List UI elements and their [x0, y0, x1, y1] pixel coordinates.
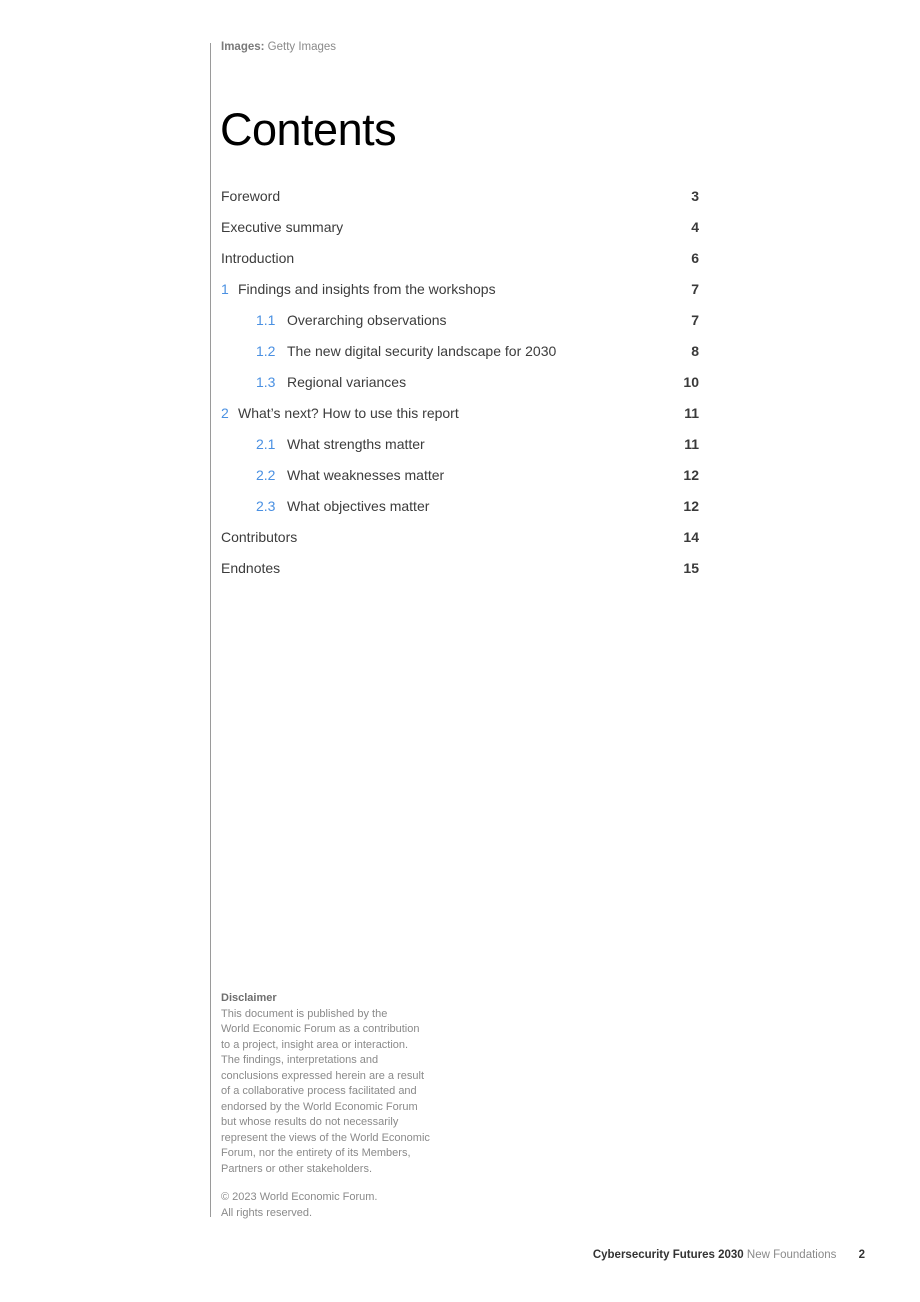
toc-entry-page: 4	[691, 218, 699, 235]
toc-entry-page: 11	[684, 435, 699, 452]
disclaimer-line: This document is published by the	[221, 1007, 388, 1020]
toc-entry[interactable]	[221, 490, 699, 521]
toc-entry[interactable]	[221, 552, 699, 583]
toc-entry-page: 15	[683, 559, 699, 576]
toc-entry-title: Foreword	[221, 187, 281, 204]
toc-entry-title: Regional variances	[287, 373, 407, 390]
disclaimer-line: Partners or other stakeholders.	[221, 1162, 373, 1175]
page-footer	[593, 1249, 865, 1261]
disclaimer-line: represent the views of the World Economic	[221, 1131, 430, 1144]
toc-entry-page: 7	[691, 280, 699, 297]
toc-entry-number: 1	[221, 280, 229, 297]
table-of-contents	[221, 180, 699, 583]
toc-entry[interactable]	[221, 273, 699, 304]
toc-entry-number: 1.3	[256, 373, 276, 390]
toc-entry-title: What strengths matter	[287, 435, 425, 452]
disclaimer-heading: Disclaimer	[221, 992, 277, 1004]
disclaimer-line: of a collaborative process facilitated and	[221, 1085, 417, 1097]
copyright-notice	[221, 1190, 451, 1221]
image-credit-value: Getty Images	[267, 41, 337, 53]
toc-entry-title: What’s next? How to use this report	[238, 404, 459, 421]
disclaimer-line: The findings, interpretations and	[221, 1054, 379, 1066]
toc-entry-page: 12	[683, 466, 699, 483]
toc-entry[interactable]	[221, 335, 699, 366]
toc-entry-page: 14	[683, 528, 699, 545]
toc-entry-number: 2	[221, 404, 229, 421]
copyright-line: © 2023 World Economic Forum.	[221, 1191, 378, 1203]
toc-entry-page: 7	[691, 311, 699, 328]
toc-entry[interactable]	[221, 304, 699, 335]
toc-entry-title: Introduction	[221, 249, 295, 266]
disclaimer-line: Forum, nor the entirety of its Members,	[221, 1147, 411, 1159]
toc-entry-page: 10	[683, 373, 699, 390]
toc-entry-title: What weaknesses matter	[287, 466, 445, 483]
page-title: Contents	[220, 104, 397, 155]
toc-entry-page: 6	[691, 249, 699, 266]
toc-entry[interactable]	[221, 428, 699, 459]
toc-entry[interactable]	[221, 180, 699, 211]
footer-report-title: Cybersecurity Futures 2030	[592, 1249, 744, 1261]
footer-page-number: 2	[858, 1249, 865, 1261]
image-credit-label: Images:	[221, 41, 265, 53]
toc-entry-title: Contributors	[221, 528, 298, 545]
toc-entry[interactable]	[221, 521, 699, 552]
toc-entry-title: What objectives matter	[287, 497, 430, 514]
toc-entry-page: 3	[691, 187, 699, 204]
toc-entry-page: 12	[683, 497, 699, 514]
toc-entry[interactable]	[221, 211, 699, 242]
copyright-line: All rights reserved.	[221, 1206, 313, 1219]
toc-entry[interactable]	[221, 242, 699, 273]
disclaimer-line: to a project, insight area or interaction.	[221, 1038, 409, 1051]
toc-entry-number: 2.3	[256, 497, 276, 514]
toc-entry-number: 1.2	[256, 342, 276, 359]
footer-report-subtitle: New Foundations	[746, 1249, 837, 1261]
disclaimer	[221, 991, 451, 1177]
toc-entry[interactable]	[221, 366, 699, 397]
toc-entry-title: The new digital security landscape for 2030	[287, 342, 557, 359]
toc-entry[interactable]	[221, 397, 699, 428]
toc-entry-number: 1.1	[256, 311, 276, 328]
toc-entry-page: 11	[684, 404, 699, 421]
image-credit	[221, 41, 336, 53]
disclaimer-line: but whose results do not necessarily	[221, 1116, 399, 1128]
toc-entry-title: Findings and insights from the workshops	[238, 280, 496, 297]
toc-entry-number: 2.2	[256, 466, 276, 483]
toc-entry-title: Executive summary	[221, 218, 344, 235]
disclaimer-line: World Economic Forum as a contribution	[221, 1023, 420, 1035]
disclaimer-line: conclusions expressed herein are a result	[221, 1069, 425, 1082]
disclaimer-body	[221, 1007, 451, 1178]
toc-entry-number: 2.1	[256, 435, 276, 452]
toc-entry[interactable]	[221, 459, 699, 490]
toc-entry-title: Endnotes	[221, 559, 281, 576]
disclaimer-line: endorsed by the World Economic Forum	[221, 1100, 418, 1113]
toc-entry-page: 8	[691, 342, 699, 359]
toc-entry-title: Overarching observations	[287, 311, 447, 328]
margin-rule	[210, 43, 211, 1217]
